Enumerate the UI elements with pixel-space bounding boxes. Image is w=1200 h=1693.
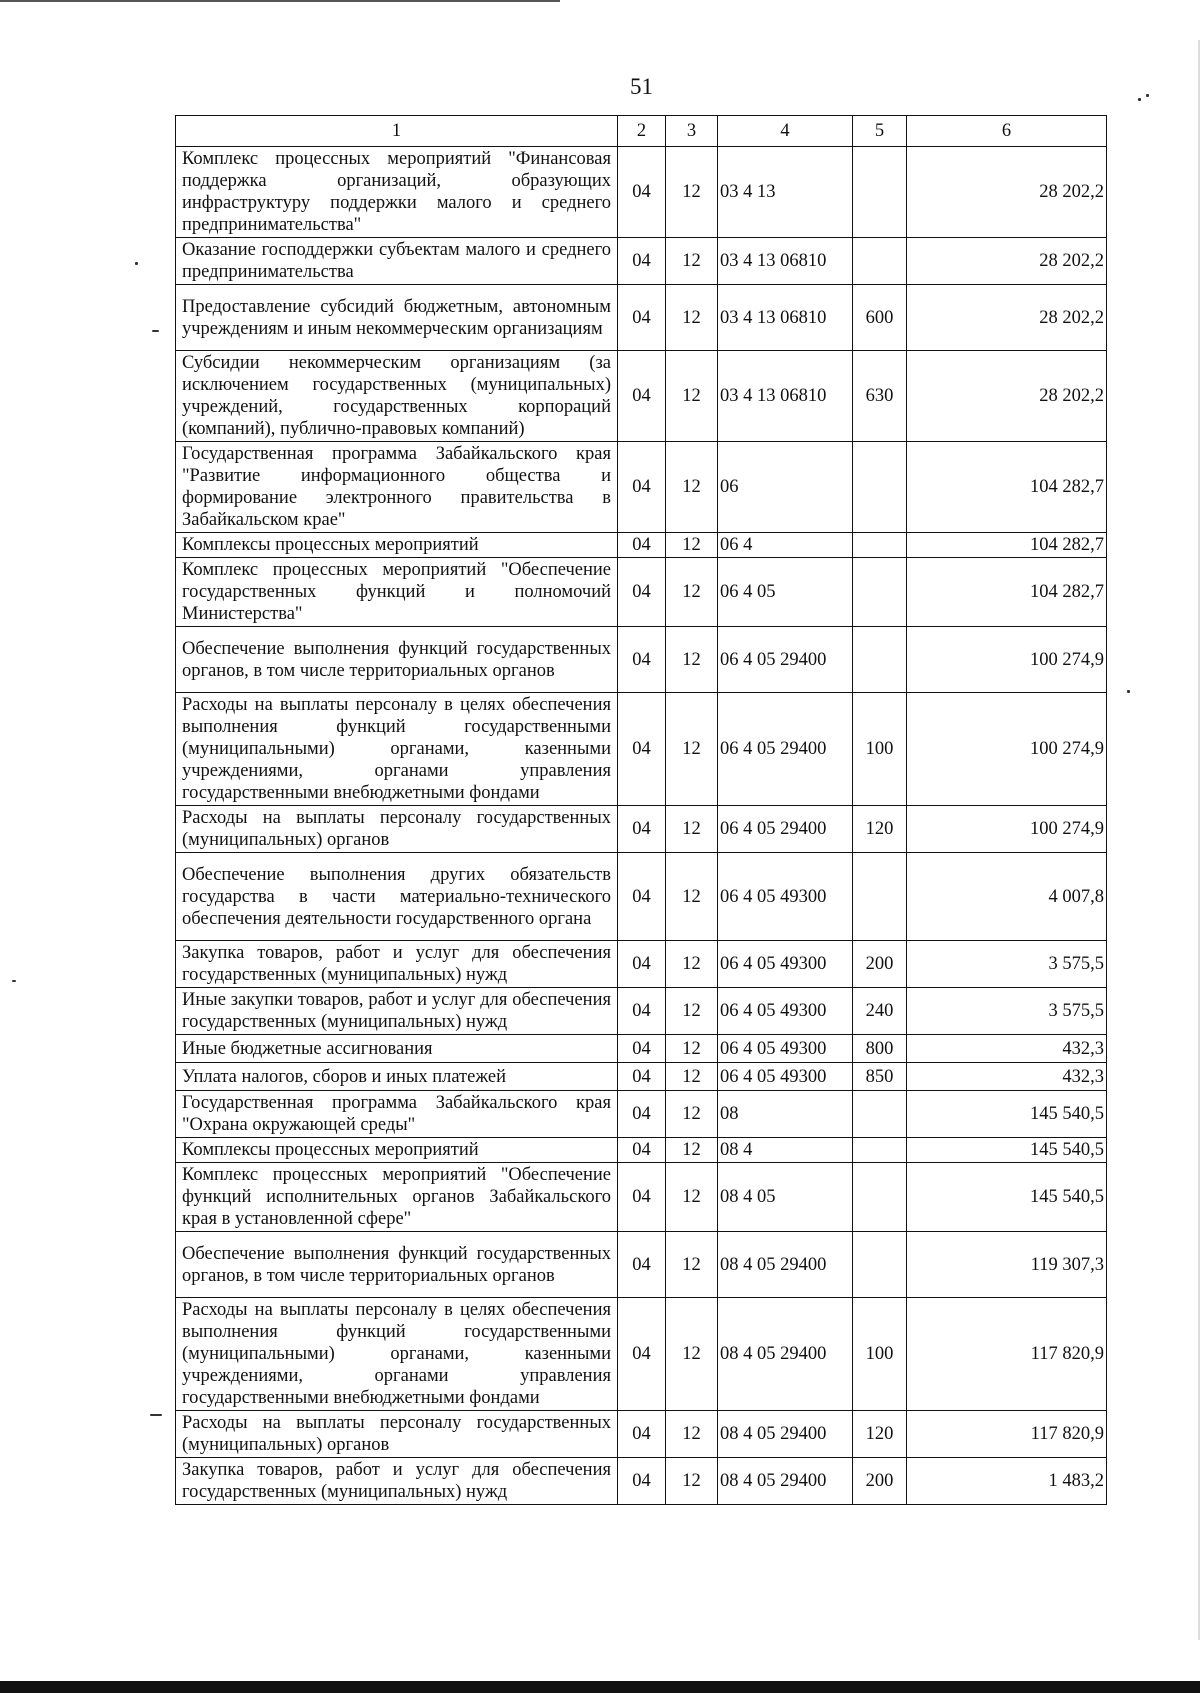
scan-speck xyxy=(135,262,138,265)
table-row xyxy=(176,351,1107,442)
row-amount-cell: 119 307,3 xyxy=(907,1232,1107,1298)
table-row xyxy=(176,1232,1107,1298)
row-amount-cell: 104 282,7 xyxy=(907,558,1107,627)
row-subsection-cell: 12 xyxy=(666,1458,718,1505)
row-section-cell: 04 xyxy=(618,558,666,627)
table-row xyxy=(176,1411,1107,1458)
row-subsection-cell: 12 xyxy=(666,1298,718,1411)
row-name-cell: Обеспечение выполнения функций государственных органов, в том числе территориальных органов xyxy=(176,627,618,693)
row-article-cell: 06 4 05 29400 xyxy=(718,806,853,853)
table-row xyxy=(176,1458,1107,1505)
row-expense-type-cell: 850 xyxy=(853,1063,907,1091)
row-name-cell: Закупка товаров, работ и услуг для обеспечения государственных (муниципальных) нужд xyxy=(176,1458,618,1505)
row-article-cell: 08 4 05 xyxy=(718,1163,853,1232)
row-amount-cell: 117 820,9 xyxy=(907,1298,1107,1411)
row-expense-type-cell xyxy=(853,533,907,558)
table-row xyxy=(176,988,1107,1035)
row-subsection-cell: 12 xyxy=(666,558,718,627)
scan-speck xyxy=(12,980,16,982)
row-article-cell: 08 4 05 29400 xyxy=(718,1232,853,1298)
table-row xyxy=(176,1138,1107,1163)
row-article-cell: 08 xyxy=(718,1091,853,1138)
row-name-cell: Расходы на выплаты персоналу государственных (муниципальных) органов xyxy=(176,806,618,853)
row-name-cell: Комплекс процессных мероприятий "Обеспечение функций исполнительных органов Забайкальского края в установленной сфере" xyxy=(176,1163,618,1232)
scan-speck xyxy=(150,1414,162,1416)
table-row xyxy=(176,147,1107,238)
row-section-cell: 04 xyxy=(618,147,666,238)
column-header-name: 1 xyxy=(176,116,618,147)
row-section-cell: 04 xyxy=(618,1063,666,1091)
row-expense-type-cell: 200 xyxy=(853,1458,907,1505)
row-expense-type-cell: 200 xyxy=(853,941,907,988)
page-number: 51 xyxy=(630,74,653,99)
row-expense-type-cell xyxy=(853,1163,907,1232)
column-header-section: 2 xyxy=(618,116,666,147)
row-amount-cell: 28 202,2 xyxy=(907,285,1107,351)
row-subsection-cell: 12 xyxy=(666,693,718,806)
row-subsection-cell: 12 xyxy=(666,1063,718,1091)
row-name-cell: Субсидии некоммерческим организациям (за исключением государственных (муниципальных) учреждений, государственных корпораций (компаний), публично-правовых компаний) xyxy=(176,351,618,442)
row-article-cell: 03 4 13 06810 xyxy=(718,285,853,351)
scan-speck xyxy=(152,330,159,332)
row-article-cell: 06 4 05 29400 xyxy=(718,693,853,806)
row-expense-type-cell: 100 xyxy=(853,693,907,806)
row-subsection-cell: 12 xyxy=(666,1163,718,1232)
row-amount-cell: 145 540,5 xyxy=(907,1091,1107,1138)
row-article-cell: 06 4 05 xyxy=(718,558,853,627)
row-expense-type-cell xyxy=(853,853,907,941)
row-name-cell: Обеспечение выполнения других обязательств государства в части материально-технического обеспечения деятельности государственного органа xyxy=(176,853,618,941)
row-name-cell: Обеспечение выполнения функций государственных органов, в том числе территориальных органов xyxy=(176,1232,618,1298)
row-amount-cell: 1 483,2 xyxy=(907,1458,1107,1505)
row-article-cell: 06 xyxy=(718,442,853,533)
row-section-cell: 04 xyxy=(618,806,666,853)
row-section-cell: 04 xyxy=(618,238,666,285)
row-subsection-cell: 12 xyxy=(666,1091,718,1138)
row-name-cell: Закупка товаров, работ и услуг для обеспечения государственных (муниципальных) нужд xyxy=(176,941,618,988)
row-section-cell: 04 xyxy=(618,1232,666,1298)
row-article-cell: 03 4 13 06810 xyxy=(718,238,853,285)
row-amount-cell: 100 274,9 xyxy=(907,693,1107,806)
row-article-cell: 08 4 05 29400 xyxy=(718,1298,853,1411)
row-section-cell: 04 xyxy=(618,693,666,806)
row-article-cell: 06 4 05 49300 xyxy=(718,988,853,1035)
table-row xyxy=(176,1063,1107,1091)
column-header-amount: 6 xyxy=(907,116,1107,147)
row-section-cell: 04 xyxy=(618,1091,666,1138)
row-expense-type-cell: 100 xyxy=(853,1298,907,1411)
row-article-cell: 08 4 05 29400 xyxy=(718,1458,853,1505)
row-section-cell: 04 xyxy=(618,1035,666,1063)
row-name-cell: Расходы на выплаты персоналу в целях обеспечения выполнения функций государственными (муниципальными) органами, казенными учреждениями, органами управления государственными внебюджетными фондами xyxy=(176,693,618,806)
row-article-cell: 06 4 05 49300 xyxy=(718,1063,853,1091)
table-row xyxy=(176,1298,1107,1411)
row-expense-type-cell xyxy=(853,1138,907,1163)
row-subsection-cell: 12 xyxy=(666,1411,718,1458)
row-section-cell: 04 xyxy=(618,1298,666,1411)
row-expense-type-cell xyxy=(853,1232,907,1298)
row-amount-cell: 104 282,7 xyxy=(907,533,1107,558)
table-body xyxy=(176,147,1107,1505)
row-amount-cell: 145 540,5 xyxy=(907,1138,1107,1163)
row-expense-type-cell xyxy=(853,442,907,533)
row-article-cell: 03 4 13 xyxy=(718,147,853,238)
row-name-cell: Иные бюджетные ассигнования xyxy=(176,1035,618,1063)
column-header-subsection: 3 xyxy=(666,116,718,147)
row-subsection-cell: 12 xyxy=(666,853,718,941)
row-amount-cell: 117 820,9 xyxy=(907,1411,1107,1458)
table-row xyxy=(176,533,1107,558)
row-amount-cell: 4 007,8 xyxy=(907,853,1107,941)
row-expense-type-cell: 120 xyxy=(853,806,907,853)
row-article-cell: 03 4 13 06810 xyxy=(718,351,853,442)
row-expense-type-cell: 240 xyxy=(853,988,907,1035)
row-subsection-cell: 12 xyxy=(666,442,718,533)
row-subsection-cell: 12 xyxy=(666,1232,718,1298)
row-amount-cell: 3 575,5 xyxy=(907,941,1107,988)
row-section-cell: 04 xyxy=(618,533,666,558)
row-amount-cell: 145 540,5 xyxy=(907,1163,1107,1232)
row-subsection-cell: 12 xyxy=(666,238,718,285)
row-article-cell: 06 4 05 49300 xyxy=(718,941,853,988)
row-name-cell: Комплексы процессных мероприятий xyxy=(176,1138,618,1163)
row-amount-cell: 28 202,2 xyxy=(907,238,1107,285)
table-row xyxy=(176,558,1107,627)
row-section-cell: 04 xyxy=(618,351,666,442)
row-amount-cell: 104 282,7 xyxy=(907,442,1107,533)
row-section-cell: 04 xyxy=(618,988,666,1035)
row-subsection-cell: 12 xyxy=(666,988,718,1035)
budget-table xyxy=(175,115,1107,1505)
row-subsection-cell: 12 xyxy=(666,806,718,853)
row-article-cell: 08 4 05 29400 xyxy=(718,1411,853,1458)
row-expense-type-cell xyxy=(853,627,907,693)
row-expense-type-cell: 630 xyxy=(853,351,907,442)
row-name-cell: Иные закупки товаров, работ и услуг для обеспечения государственных (муниципальных) нужд xyxy=(176,988,618,1035)
row-subsection-cell: 12 xyxy=(666,285,718,351)
table-row xyxy=(176,1035,1107,1063)
table-row xyxy=(176,693,1107,806)
row-expense-type-cell: 120 xyxy=(853,1411,907,1458)
row-name-cell: Уплата налогов, сборов и иных платежей xyxy=(176,1063,618,1091)
row-section-cell: 04 xyxy=(618,853,666,941)
row-name-cell: Расходы на выплаты персоналу государственных (муниципальных) органов xyxy=(176,1411,618,1458)
column-header-expense-type: 5 xyxy=(853,116,907,147)
row-name-cell: Комплекс процессных мероприятий "Обеспечение государственных функций и полномочий Министерства" xyxy=(176,558,618,627)
row-amount-cell: 28 202,2 xyxy=(907,147,1107,238)
row-amount-cell: 3 575,5 xyxy=(907,988,1107,1035)
row-subsection-cell: 12 xyxy=(666,1035,718,1063)
table-row xyxy=(176,1163,1107,1232)
row-expense-type-cell: 600 xyxy=(853,285,907,351)
column-header-article: 4 xyxy=(718,116,853,147)
row-name-cell: Государственная программа Забайкальского края "Развитие информационного общества и формирование электронного правительства в Забайкальском крае" xyxy=(176,442,618,533)
table-row xyxy=(176,941,1107,988)
row-section-cell: 04 xyxy=(618,627,666,693)
scan-speck xyxy=(1127,690,1130,693)
row-amount-cell: 432,3 xyxy=(907,1035,1107,1063)
row-section-cell: 04 xyxy=(618,285,666,351)
row-name-cell: Предоставление субсидий бюджетным, автономным учреждениям и иным некоммерческим организациям xyxy=(176,285,618,351)
table-row xyxy=(176,238,1107,285)
row-section-cell: 04 xyxy=(618,1138,666,1163)
row-section-cell: 04 xyxy=(618,1411,666,1458)
row-name-cell: Оказание господдержки субъектам малого и среднего предпринимательства xyxy=(176,238,618,285)
table-row xyxy=(176,853,1107,941)
row-expense-type-cell xyxy=(853,558,907,627)
row-name-cell: Государственная программа Забайкальского края "Охрана окружающей среды" xyxy=(176,1091,618,1138)
row-subsection-cell: 12 xyxy=(666,351,718,442)
row-amount-cell: 100 274,9 xyxy=(907,627,1107,693)
table-row xyxy=(176,1091,1107,1138)
row-section-cell: 04 xyxy=(618,442,666,533)
table-row xyxy=(176,285,1107,351)
row-subsection-cell: 12 xyxy=(666,1138,718,1163)
table-header xyxy=(176,116,1107,147)
row-article-cell: 08 4 xyxy=(718,1138,853,1163)
row-section-cell: 04 xyxy=(618,1458,666,1505)
row-article-cell: 06 4 05 49300 xyxy=(718,1035,853,1063)
header-row xyxy=(176,116,1107,147)
row-subsection-cell: 12 xyxy=(666,941,718,988)
row-expense-type-cell xyxy=(853,238,907,285)
scan-edge-bottom xyxy=(0,1681,1200,1693)
row-expense-type-cell xyxy=(853,147,907,238)
row-name-cell: Комплекс процессных мероприятий "Финансовая поддержка организаций, образующих инфраструктуру поддержки малого и среднего предпринимательства" xyxy=(176,147,618,238)
row-amount-cell: 432,3 xyxy=(907,1063,1107,1091)
scan-edge-top xyxy=(0,0,560,2)
row-name-cell: Расходы на выплаты персоналу в целях обеспечения выполнения функций государственными (муниципальными) органами, казенными учреждениями, органами управления государственными внебюджетными фондами xyxy=(176,1298,618,1411)
row-section-cell: 04 xyxy=(618,1163,666,1232)
table-row xyxy=(176,442,1107,533)
row-amount-cell: 100 274,9 xyxy=(907,806,1107,853)
table-row xyxy=(176,627,1107,693)
row-expense-type-cell xyxy=(853,1091,907,1138)
row-name-cell: Комплексы процессных мероприятий xyxy=(176,533,618,558)
row-subsection-cell: 12 xyxy=(666,627,718,693)
row-article-cell: 06 4 xyxy=(718,533,853,558)
table-row xyxy=(176,806,1107,853)
row-expense-type-cell: 800 xyxy=(853,1035,907,1063)
row-section-cell: 04 xyxy=(618,941,666,988)
row-subsection-cell: 12 xyxy=(666,533,718,558)
row-article-cell: 06 4 05 49300 xyxy=(718,853,853,941)
row-subsection-cell: 12 xyxy=(666,147,718,238)
row-article-cell: 06 4 05 29400 xyxy=(718,627,853,693)
row-amount-cell: 28 202,2 xyxy=(907,351,1107,442)
